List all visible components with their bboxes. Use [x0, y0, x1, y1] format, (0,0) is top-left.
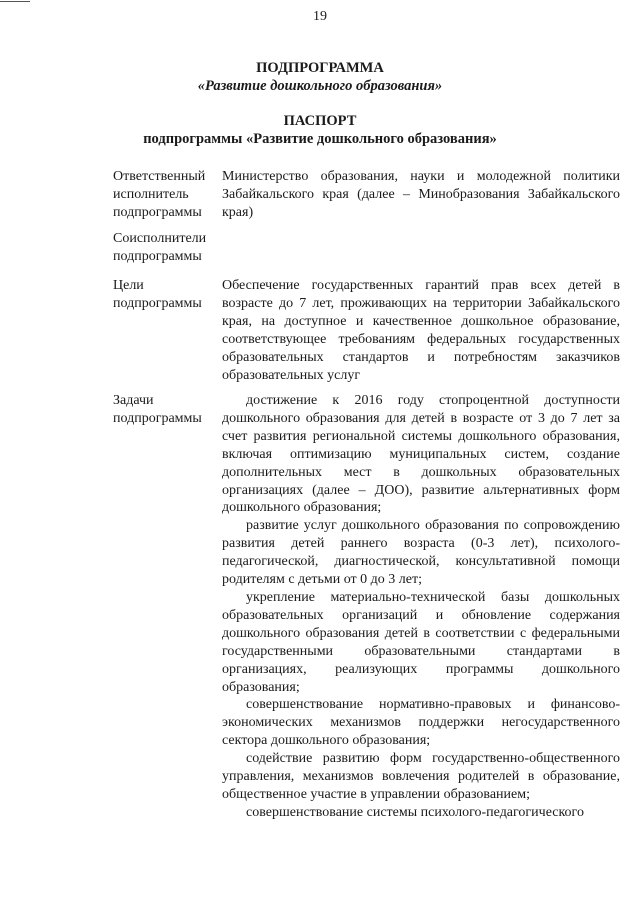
task-item: укрепление материально-технической базы дошкольных образовательных организаций и обновление содержания дошкольного образования детей в соответствии с федеральными государственными образовательными стандартами в организациях, реализующих программы дошкольного образования; [222, 589, 620, 695]
subprogram-heading: ПОДПРОГРАММА [256, 60, 384, 76]
page-number: 19 [313, 9, 327, 24]
task-item: совершенствование нормативно-правовых и финансово-экономических механизмов поддержки негосударственного сектора дошкольного образования; [222, 697, 620, 749]
label-tasks: Задачи подпрограммы [113, 393, 202, 426]
label-responsible-executor: Ответственный исполнитель подпрограммы [113, 169, 206, 220]
passport-title: подпрограммы «Развитие дошкольного образования» [143, 131, 497, 147]
value-goals: Обеспечение государственных гарантий прав всех детей в возрасте до 7 лет, проживающих на территории Забайкальского края, на доступное и качественное дошкольное образование, соответствующее требованиям федеральных государственных образовательных стандартов и потребностям заказчиков образовательных услуг [222, 278, 620, 383]
task-item: содействие развитию форм государственно-общественного управления, механизмов вовлечения родителей в образование, общественное участие в управлении образованием; [222, 751, 620, 802]
task-item: совершенствование системы психолого-педагогического [246, 804, 584, 820]
scan-corner-mark [0, 1, 30, 2]
passport-heading: ПАСПОРТ [283, 113, 357, 129]
task-item: достижение к 2016 году стопроцентной доступности дошкольного образования для детей в возрасте от 3 до 7 лет за счет развития региональной системы дошкольного образования, включая оптимизацию муниципальных систем, создание дополнительных мест в дошкольных образовательных организациях (далее – ДОО), развитие альтернативных форм дошкольного образования; [222, 393, 620, 516]
value-tasks [222, 392, 620, 822]
label-co-executors: Соисполнители подпрограммы [113, 231, 207, 264]
label-goals: Цели подпрограммы [113, 278, 202, 311]
value-responsible-executor: Министерство образования, науки и молодежной политики Забайкальского края (далее – Минобразования Забайкальского края) [222, 169, 620, 220]
task-item: развитие услуг дошкольного образования по сопровождению развития детей раннего возраста (0-3 лет), психолого-педагогической, диагностической, консультативной помощи родителям с детьми от 0 до 3 лет; [222, 518, 620, 588]
subprogram-title: «Развитие дошкольного образования» [197, 78, 443, 94]
